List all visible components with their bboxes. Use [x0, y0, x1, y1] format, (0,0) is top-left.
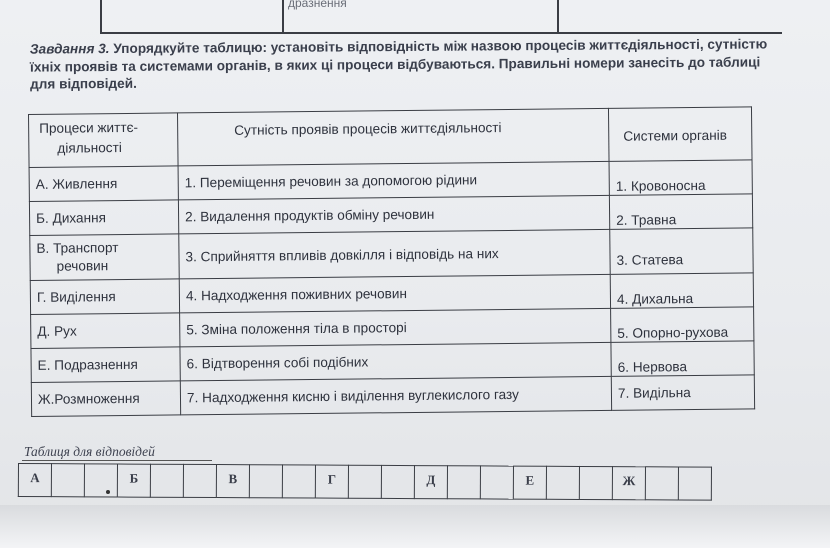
header-processes-line2: діяльності — [57, 140, 122, 156]
header-processes — [29, 113, 179, 168]
previous-table-cell — [557, 0, 559, 32]
answer-letter-cell — [513, 466, 546, 499]
essence-cell: 3. Сприйняття впливів довкілля і відповідь на них — [179, 229, 610, 279]
header-systems — [608, 107, 752, 161]
answer-letter: Б — [129, 470, 139, 486]
answer-letter-cell — [18, 464, 51, 497]
system-cell — [610, 228, 753, 274]
answer-input-cell[interactable] — [150, 464, 183, 497]
essence-cell: 6. Відтворення собі подібних — [180, 342, 611, 381]
system-text: 1. Кровоносна — [615, 177, 706, 194]
process-line1: В. Транспорт — [36, 240, 119, 256]
answer-input-cell[interactable] — [249, 465, 282, 498]
system-text: 3. Статева — [616, 251, 684, 268]
process-cell: Ж.Розмноження — [31, 381, 180, 417]
answers-row — [18, 464, 711, 501]
process-cell: А. Живлення — [29, 166, 178, 202]
answer-input-cell[interactable] — [381, 465, 414, 498]
answer-input-cell[interactable] — [579, 466, 612, 499]
system-cell — [610, 273, 753, 308]
answer-input-cell[interactable] — [480, 466, 513, 499]
task-text: Упорядкуйте таблицю: установіть відповідність між назвою процесів життєдіяльності, сутністю їхніх проявів та системами органів, в яких ці процеси відбуваються. Правильні номери занесіть до таблиці для відповідей. — [29, 36, 768, 92]
answer-letter-cell — [117, 464, 150, 497]
system-cell — [611, 375, 754, 410]
system-cell — [611, 307, 754, 342]
system-text: 5. Опорно-рухова — [617, 324, 729, 341]
answer-letter: Е — [525, 472, 535, 488]
answer-input-cell[interactable] — [84, 464, 117, 497]
answer-input-cell[interactable] — [348, 465, 381, 498]
header-processes-line1: Процеси життє- — [39, 119, 139, 136]
answer-letter: Г — [327, 471, 337, 487]
system-text: 2. Травна — [616, 212, 677, 228]
essence-cell: 2. Видалення продуктів обміну речовин — [178, 195, 609, 234]
system-text: 4. Дихальна — [616, 291, 694, 307]
system-text: 6. Нервова — [617, 359, 688, 375]
header-essence-text: Сутність проявів процесів життєдіяльності — [234, 120, 502, 138]
system-cell — [611, 341, 754, 376]
system-cell — [609, 194, 752, 229]
answers-title: Таблиця для відповідей — [24, 444, 155, 459]
essence-cell: 1. Переміщення речовин за допомогою рідини — [178, 161, 609, 200]
process-cell: Е. Подразнення — [31, 347, 180, 383]
answer-input-cell[interactable] — [546, 466, 579, 499]
answer-letter-cell — [612, 467, 645, 500]
task-label: Завдання 3. — [29, 41, 110, 57]
answer-input-cell[interactable] — [447, 466, 480, 499]
answer-input-cell[interactable] — [282, 465, 315, 498]
answer-letter: А — [30, 470, 40, 486]
header-essence — [177, 108, 609, 166]
previous-table-text: дразнення — [288, 0, 347, 10]
header-systems-text: Системи органів — [623, 127, 727, 144]
answer-letter: В — [228, 471, 238, 487]
essence-cell: 4. Надходження поживних речовин — [179, 274, 610, 313]
process-cell: Д. Рух — [31, 313, 180, 349]
answer-letter: Д — [426, 472, 436, 488]
answer-letter-cell — [216, 465, 249, 498]
table-header-row — [29, 107, 753, 168]
process-cell — [30, 234, 179, 281]
task-statement — [30, 35, 770, 93]
essence-cell: 5. Зміна положення тіла в просторі — [180, 308, 611, 347]
process-cell: Б. Дихання — [29, 200, 178, 236]
previous-table-fragment — [100, 0, 782, 34]
desk-surface — [0, 505, 830, 548]
answer-input-cell[interactable] — [678, 467, 711, 500]
process-cell: Г. Виділення — [30, 279, 179, 315]
answer-letter-cell — [315, 465, 348, 498]
system-cell — [609, 160, 752, 195]
answer-input-cell[interactable] — [51, 464, 84, 497]
answer-input-cell[interactable] — [183, 464, 216, 497]
answer-input-cell[interactable] — [645, 467, 678, 500]
answer-letter-cell — [414, 466, 447, 499]
table-row — [31, 375, 754, 417]
answers-title-underline — [22, 460, 212, 461]
matching-table — [28, 106, 755, 417]
table-row — [30, 228, 753, 281]
essence-cell: 7. Надходження кисню і виділення вуглекислого газу — [180, 376, 611, 415]
process-line2: речовин — [56, 258, 109, 274]
answer-letter: Ж — [622, 473, 636, 489]
pen-dot — [106, 490, 110, 494]
previous-table-cell — [102, 0, 284, 32]
system-text: 7. Видільна — [617, 385, 691, 401]
answers-table — [18, 463, 712, 501]
